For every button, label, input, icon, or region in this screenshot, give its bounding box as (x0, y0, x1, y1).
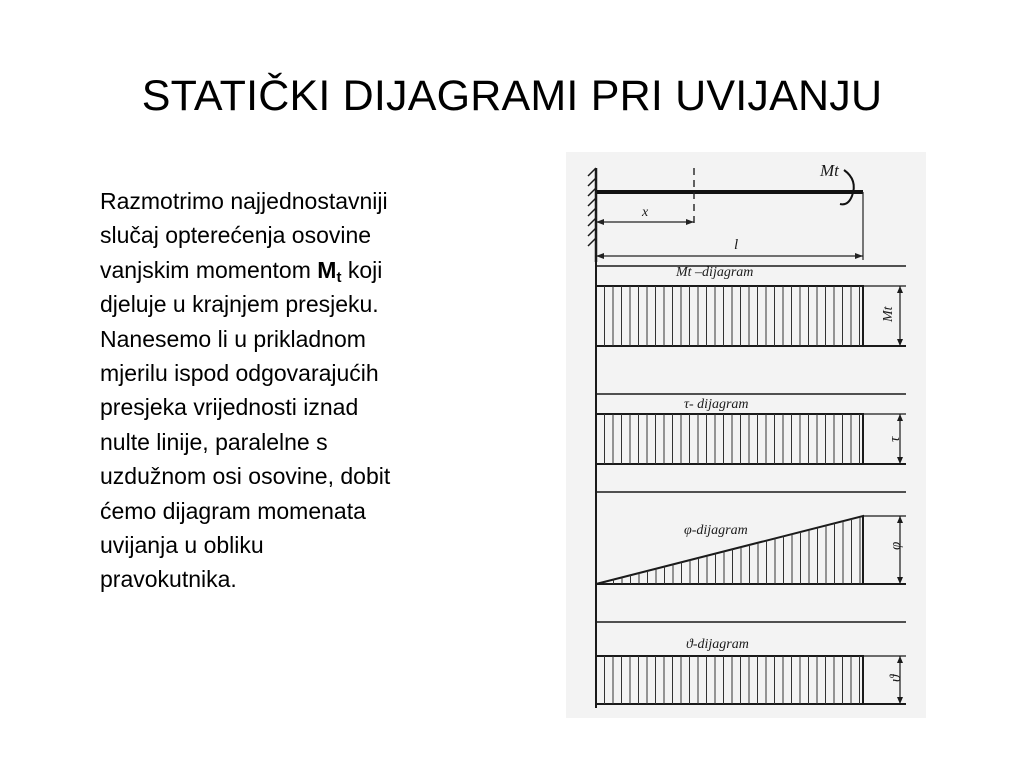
theta-diagram-outline (596, 656, 863, 704)
paragraph-line: mjerilu ispod odgovarajućih (100, 360, 379, 387)
paragraph-line: pravokutnika. (100, 566, 237, 593)
paragraph-line: nulte linije, paralelne s (100, 428, 328, 455)
paragraph-line: Nanesemo li u prikladnom (100, 325, 366, 352)
torsion-diagram-svg (566, 152, 926, 718)
paragraph-text: vanjskim momentom (100, 256, 318, 283)
mt-diagram-title: Mt –dijagram (676, 265, 754, 280)
phi-diagram-title: φ-dijagram (684, 523, 748, 538)
l-dimension (596, 192, 863, 260)
slide-title: STATIČKI DIJAGRAMI PRI UVIJANJU (141, 72, 883, 120)
paragraph-line: Razmotrimo najjednostavniji (100, 188, 388, 214)
phi-side-label: φ (888, 541, 904, 550)
paragraph-line: uzdužnom osi osovine, dobit (100, 463, 391, 490)
l-label: l (734, 237, 739, 253)
paragraph-line: presjeka vrijednosti iznad (100, 394, 359, 421)
paragraph-line (100, 253, 480, 287)
paragraph-line: slučaj opterećenja osovine (100, 222, 372, 249)
moment-arc-icon (840, 170, 854, 204)
paragraph-line: ćemo dijagram momenata (100, 497, 366, 524)
moment-symbol: M (317, 256, 337, 283)
moment-subscript: t (336, 268, 342, 286)
theta-side-label: ϑ (888, 674, 904, 682)
tau-diagram-outline (596, 414, 863, 464)
paragraph-line: uvijanja u obliku (100, 532, 264, 559)
moment-label: Mt (820, 161, 839, 180)
body-paragraph (100, 184, 480, 597)
x-label: x (642, 205, 649, 220)
torsion-diagram-figure (566, 152, 926, 718)
tau-diagram-title: τ- dijagram (684, 397, 749, 412)
theta-diagram-title: ϑ-dijagram (686, 637, 749, 652)
paragraph-line: djeluje u krajnjem presjeku. (100, 291, 379, 318)
fixed-support (588, 168, 596, 262)
diagram-layer (596, 168, 906, 708)
mt-diagram-outline (596, 286, 863, 346)
paragraph-text: koji (341, 256, 383, 283)
tau-side-label: τ (887, 436, 903, 442)
mt-side-label: Mt (881, 306, 896, 322)
